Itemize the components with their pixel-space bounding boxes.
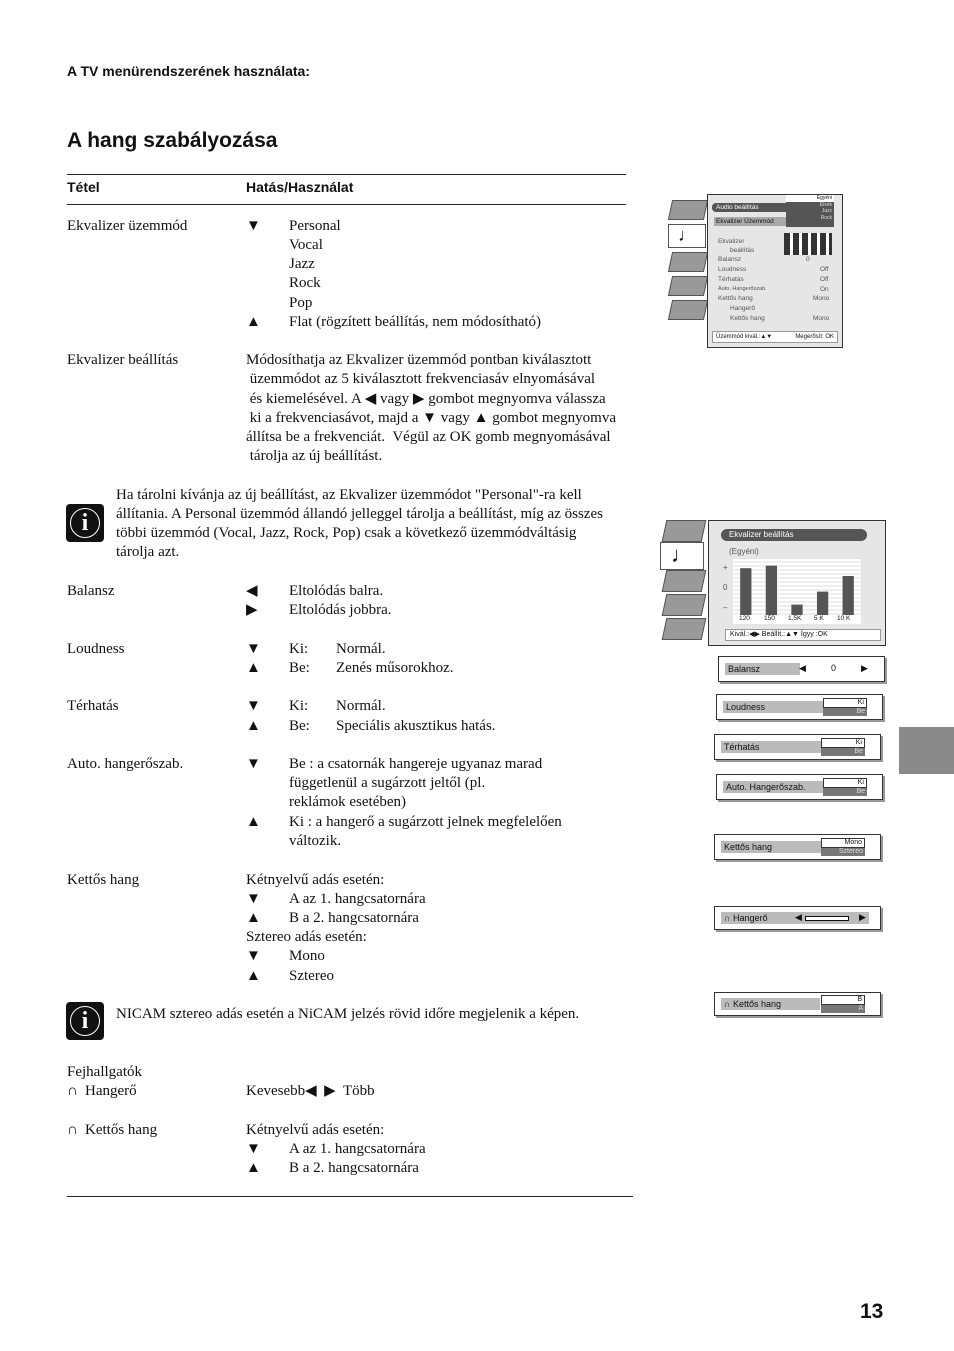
- headphone-icon: ∩: [67, 1083, 78, 1099]
- eq-band-bar[interactable]: [766, 566, 777, 615]
- menu-value: Mono: [813, 295, 830, 302]
- arrow-right-icon: ▶: [246, 602, 258, 618]
- axis-minus: –: [723, 603, 728, 612]
- osd-label: [721, 998, 820, 1010]
- osd-auto[interactable]: [716, 774, 883, 800]
- equalizer-panel: [708, 520, 886, 646]
- table-top-rule: [67, 174, 626, 175]
- option-text: Kevesebb◀ ▶ Több: [246, 1083, 375, 1099]
- paragraph-line: és kiemelésével. A ◀ vagy ▶ gombot megnyomva válassza: [246, 391, 606, 407]
- menu-title: Audio beállítás: [712, 203, 790, 212]
- osd-label-text: Kettős hang: [732, 999, 782, 1009]
- list-item: Eltolódás balra.: [289, 583, 384, 599]
- menu-value: 0: [806, 256, 810, 263]
- option-text: B a 2. hangcsatornára: [289, 910, 419, 926]
- option-text: B a 2. hangcsatornára: [289, 1160, 419, 1176]
- option-text: A az 1. hangcsatornára: [289, 1141, 426, 1157]
- option-text: reklámok esetében): [289, 794, 407, 810]
- option-text: Ki : a hangerő a sugárzott jelnek megfelelően: [289, 814, 562, 830]
- band-label: 1,5K: [788, 615, 802, 622]
- band-labels: [733, 615, 861, 624]
- row-label: Loudness: [67, 641, 125, 657]
- arrow-left-icon[interactable]: ◀: [795, 912, 802, 922]
- arrow-up-icon: ▲: [246, 660, 261, 676]
- list-item: Jazz: [289, 256, 315, 272]
- arrow-up-icon: ▲: [246, 910, 261, 926]
- arrow-left-icon: ◀: [246, 583, 258, 599]
- volume-slider[interactable]: [805, 916, 849, 921]
- list-item: Personal: [289, 218, 341, 234]
- audio-menu-screenshot: [664, 194, 844, 350]
- osd-kettos[interactable]: [714, 834, 881, 860]
- menu-item[interactable]: Hangerő: [730, 305, 755, 312]
- dropdown-option[interactable]: Jazz: [821, 208, 832, 214]
- arrow-up-icon: ▲: [246, 814, 261, 830]
- option-heading: Kétnyelvű adás esetén:: [246, 872, 385, 888]
- eq-band-bar[interactable]: [791, 605, 802, 615]
- option-key: Be:: [289, 718, 310, 734]
- band-label: 150: [764, 615, 775, 622]
- osd-option[interactable]: B: [821, 995, 865, 1005]
- option-text: Mono: [289, 948, 325, 964]
- band-label: 5 K: [814, 615, 824, 622]
- option-text: Normál.: [336, 641, 386, 657]
- arrow-down-icon: ▼: [246, 641, 261, 657]
- mini-eq-graphic: [784, 233, 832, 255]
- list-item: Rock: [289, 275, 321, 291]
- menu-item[interactable]: Auto. Hangerőszab.: [718, 286, 767, 292]
- picture-icon: [662, 520, 707, 542]
- osd-option[interactable]: A: [821, 1005, 865, 1013]
- page-title: A hang szabályozása: [67, 129, 278, 152]
- axis-plus: +: [723, 563, 728, 572]
- menu-footer: [712, 331, 838, 343]
- headphone-icon: ∩: [67, 1122, 78, 1138]
- osd-label: Balansz: [725, 663, 800, 675]
- effects-icon: [662, 570, 707, 592]
- menu-item[interactable]: Kettős hang: [718, 295, 753, 302]
- note-line: Ha tárolni kívánja az új beállítást, az Ekvalizer üzemmódot "Personal"-ra kell: [116, 487, 582, 503]
- option-text: változik.: [289, 833, 342, 849]
- osd-option[interactable]: Sztereo: [821, 848, 865, 856]
- picture-icon: [668, 200, 708, 220]
- osd-loudness[interactable]: [716, 694, 883, 720]
- osd-option[interactable]: Ki: [821, 738, 865, 748]
- section-tab: [899, 727, 954, 774]
- paragraph-line: tárolja az új beállítást.: [246, 448, 383, 464]
- osd-hangero[interactable]: [714, 906, 881, 930]
- option-heading: Sztereo adás esetén:: [246, 929, 367, 945]
- option-text: függetlenül a sugárzott jeltől (pl.: [289, 775, 486, 791]
- option-heading: Kétnyelvű adás esetén:: [246, 1122, 385, 1138]
- list-item: Pop: [289, 295, 313, 311]
- option-text: Normál.: [336, 698, 386, 714]
- osd-option[interactable]: Be: [821, 748, 865, 756]
- dropdown-list[interactable]: [786, 195, 834, 227]
- list-item: Eltolódás jobbra.: [289, 602, 392, 618]
- row-label: Balansz: [67, 583, 115, 599]
- menu-item[interactable]: Kettős hang: [730, 315, 765, 322]
- osd-headphone-kettos[interactable]: [714, 992, 881, 1016]
- running-head: A TV menürendszerének használata:: [67, 63, 311, 79]
- note-line: NICAM sztereo adás esetén a NiCAM jelzés rövid időre megjelenik a képen.: [116, 1006, 580, 1022]
- row-label: Térhatás: [67, 698, 119, 714]
- eq-band-bar[interactable]: [740, 568, 751, 615]
- menu-value: On: [820, 286, 829, 293]
- band-label: 10 K: [837, 615, 851, 622]
- axis-zero: 0: [723, 583, 728, 592]
- table-header-rule: [67, 204, 626, 205]
- eq-band-bar[interactable]: [843, 576, 854, 615]
- arrow-up-icon: ▲: [246, 1160, 261, 1176]
- info-icon: i: [66, 504, 104, 542]
- option-key: Be:: [289, 660, 310, 676]
- features-icon: [668, 276, 708, 296]
- arrow-right-icon[interactable]: ▶: [859, 912, 866, 922]
- arrow-up-icon: ▲: [246, 968, 261, 984]
- osd-label: Loudness: [723, 701, 824, 713]
- music-note-icon: ♩: [668, 224, 706, 248]
- paragraph-line: üzemmódot az 5 kiválasztott frekvenciasáv elnyomásával: [246, 371, 596, 387]
- osd-option[interactable]: Be: [823, 788, 867, 796]
- arrow-up-icon: ▲: [246, 314, 261, 330]
- osd-option[interactable]: Be: [823, 708, 867, 716]
- arrow-left-icon[interactable]: ◀: [799, 663, 806, 673]
- footer-left: Üzemmód kivál.:▲▼: [716, 334, 773, 340]
- arrow-down-icon: ▼: [246, 948, 261, 964]
- arrow-down-icon: ▼: [246, 698, 261, 714]
- menu-subtitle: (Egyéni): [729, 547, 759, 556]
- option-text: Sztereo: [289, 968, 334, 984]
- headphone-icon: ∩: [724, 913, 731, 923]
- osd-terhatas[interactable]: [714, 734, 881, 760]
- arrow-down-icon: ▼: [246, 756, 261, 772]
- music-note-icon: ♩: [660, 542, 704, 570]
- paragraph-line: állítsa be a frekvenciát. Végül az OK gomb megnyomásával: [246, 429, 611, 445]
- arrow-down-icon: ▼: [246, 1141, 261, 1157]
- paragraph-line: Módosíthatja az Ekvalizer üzemmód pontban kiválasztott: [246, 352, 592, 368]
- arrow-down-icon: ▼: [246, 891, 261, 907]
- menu-value: Mono: [813, 315, 830, 322]
- row-label: Fejhallgatók: [67, 1064, 142, 1080]
- setup-icon: [662, 618, 707, 640]
- page-number: 13: [860, 1300, 884, 1323]
- note-line: tárolja azt.: [116, 544, 180, 560]
- row-label: Ekvalizer beállítás: [67, 352, 179, 368]
- osd-label-text: Hangerő: [732, 913, 768, 923]
- menu-item[interactable]: Ekvalizer: [718, 238, 745, 245]
- list-item: Vocal: [289, 237, 323, 253]
- row-label: Auto. hangerőszab.: [67, 756, 184, 772]
- menu-item[interactable]: Térhatás: [718, 276, 744, 283]
- row-label: Ekvalizer üzemmód: [67, 218, 188, 234]
- osd-option[interactable]: Ki: [823, 698, 867, 708]
- list-item: Flat (rögzített beállítás, nem módosítható): [289, 314, 542, 330]
- option-text: Zenés műsorokhoz.: [336, 660, 454, 676]
- effects-icon: [668, 252, 708, 272]
- option-text: Speciális akusztikus hatás.: [336, 718, 496, 734]
- osd-option[interactable]: Mono: [821, 838, 865, 848]
- eq-bars-chart: [733, 559, 861, 615]
- option-key: Ki:: [289, 698, 309, 714]
- paragraph-line: ki a frekvenciasávot, majd a ▼ vagy ▲ gombot megnyomva: [246, 410, 617, 426]
- osd-label: Térhatás: [721, 741, 822, 753]
- option-key: Ki:: [289, 641, 309, 657]
- row-label: Kettős hang: [85, 1122, 158, 1138]
- menu-value: Off: [820, 266, 829, 273]
- info-icon: i: [66, 1002, 104, 1040]
- row-label: Hangerő: [85, 1083, 137, 1099]
- row-label: Kettős hang: [67, 872, 140, 888]
- audio-menu-panel: [707, 194, 843, 348]
- option-text: A az 1. hangcsatornára: [289, 891, 426, 907]
- eq-band-bar[interactable]: [817, 592, 828, 615]
- menu-value: Off: [820, 276, 829, 283]
- equalizer-menu-screenshot: [656, 516, 888, 646]
- option-text: Be : a csatornák hangereje ugyanaz marad: [289, 756, 543, 772]
- note-line: állítania. A Personal üzemmód állandó jelleggel tárolja a beállítást, míg az összes: [116, 506, 603, 522]
- menu-title: Ekvalizer beállítás: [721, 529, 867, 541]
- osd-label: Auto. Hangerőszab.: [723, 781, 824, 793]
- menu-item-selected[interactable]: Ekvalizer Üzemmód: [714, 217, 786, 226]
- band-label: 120: [739, 615, 750, 622]
- table-bottom-rule: [67, 1196, 633, 1197]
- footer-right: Megerősít: OK: [795, 334, 834, 340]
- col-header-item: Tétel: [67, 179, 100, 195]
- arrow-up-icon: ▲: [246, 718, 261, 734]
- osd-balansz[interactable]: [718, 656, 885, 682]
- menu-item[interactable]: Balansz: [718, 256, 742, 263]
- headphone-icon: ∩: [724, 999, 731, 1009]
- col-header-effect: Hatás/Használat: [246, 179, 354, 195]
- dropdown-option[interactable]: Egyéni: [786, 195, 834, 202]
- menu-item[interactable]: Loudness: [718, 266, 747, 273]
- dropdown-option[interactable]: Rock: [820, 214, 832, 221]
- menu-item[interactable]: beállítás: [730, 247, 755, 254]
- setup-icon: [668, 300, 708, 320]
- features-icon: [662, 594, 707, 616]
- arrow-right-icon[interactable]: ▶: [861, 663, 868, 673]
- dropdown-option[interactable]: Élsek: [819, 201, 832, 208]
- arrow-down-icon: ▼: [246, 218, 261, 234]
- menu-footer: Kivál.:◀▶ Beállít.:▲▼ Ígyy :OK: [725, 629, 881, 641]
- osd-label: Kettős hang: [721, 841, 822, 853]
- osd-value: 0: [831, 663, 837, 673]
- osd-option[interactable]: Ki: [823, 778, 867, 788]
- note-line: többi üzemmód (Vocal, Jazz, Rock, Pop) csak a következő üzemmódváltásig: [116, 525, 577, 541]
